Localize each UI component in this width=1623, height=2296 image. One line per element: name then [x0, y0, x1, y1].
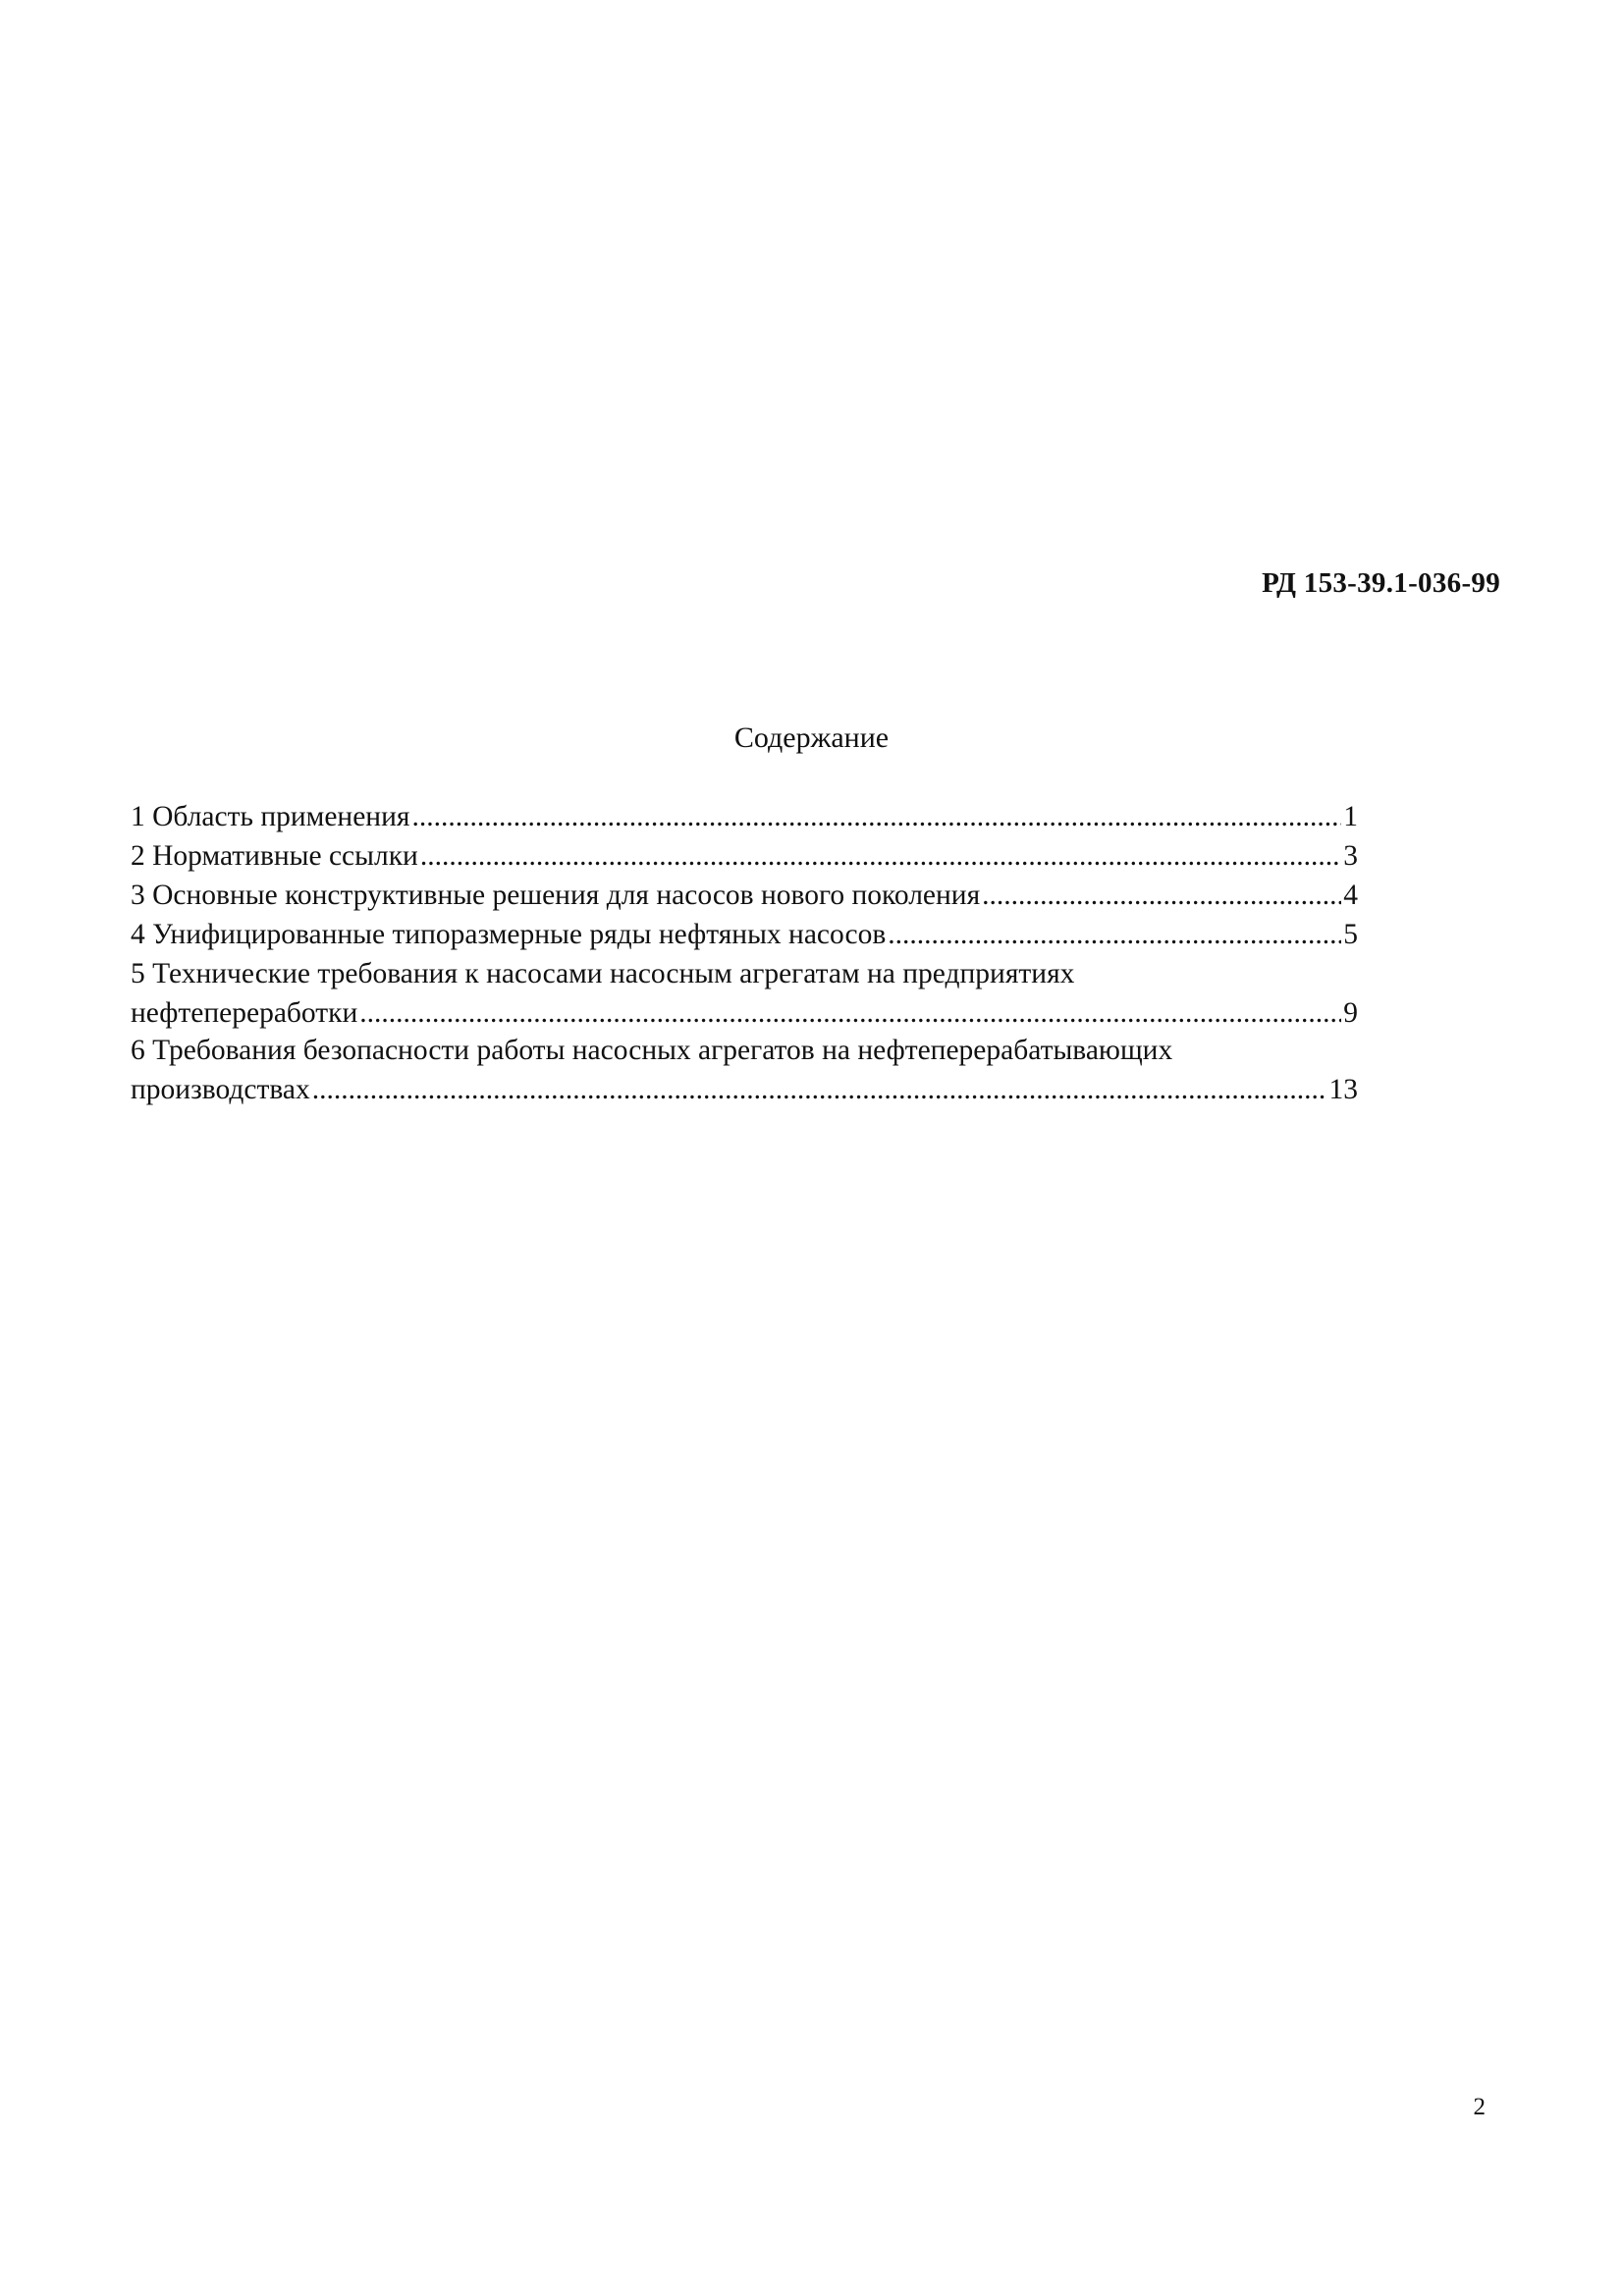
toc-leader-dots — [982, 876, 1341, 915]
toc-entry-page: 3 — [1343, 840, 1358, 872]
toc-entry-text: 4 Унифицированные типоразмерные ряды нефтяных насосов — [131, 919, 887, 950]
toc-entry-text: 2 Нормативные ссылки — [131, 840, 418, 872]
toc-entry-page: 4 — [1343, 880, 1358, 911]
toc-leader-dots — [312, 1070, 1327, 1109]
toc-entry-text-line1: 5 Технические требования к насосами насосным агрегатам на предприятиях — [131, 958, 1075, 989]
toc-leader-dots — [888, 915, 1341, 954]
toc-entry-text-line1: 6 Требования безопасности работы насосных агрегатов на нефтеперерабатывающих — [131, 1035, 1173, 1066]
toc-title: Содержание — [733, 721, 890, 754]
toc-entry-text-line2: нефтепереработки — [131, 997, 358, 1029]
toc-entry-text: 3 Основные конструктивные решения для насосов нового поколения — [131, 880, 981, 911]
toc-entry[interactable] — [131, 1031, 1358, 1107]
toc-entry-text-line2: производствах — [131, 1074, 310, 1105]
table-of-contents — [131, 797, 1358, 1107]
page-number: 2 — [1473, 2094, 1486, 2120]
toc-entry[interactable] — [131, 954, 1358, 1031]
toc-leader-dots — [411, 797, 1341, 836]
toc-entry-page: 5 — [1343, 919, 1358, 950]
toc-entry-page: 13 — [1328, 1074, 1358, 1105]
document-code: РД 153-39.1-036-99 — [1262, 567, 1500, 599]
toc-entry-page: 9 — [1343, 997, 1358, 1029]
toc-entry-page: 1 — [1343, 801, 1358, 832]
toc-entry[interactable] — [131, 797, 1358, 836]
toc-leader-dots — [359, 993, 1341, 1033]
toc-entry[interactable] — [131, 876, 1358, 915]
toc-entry-text: 1 Область применения — [131, 801, 410, 832]
toc-entry[interactable] — [131, 915, 1358, 954]
toc-entry[interactable] — [131, 836, 1358, 876]
toc-leader-dots — [420, 836, 1341, 876]
